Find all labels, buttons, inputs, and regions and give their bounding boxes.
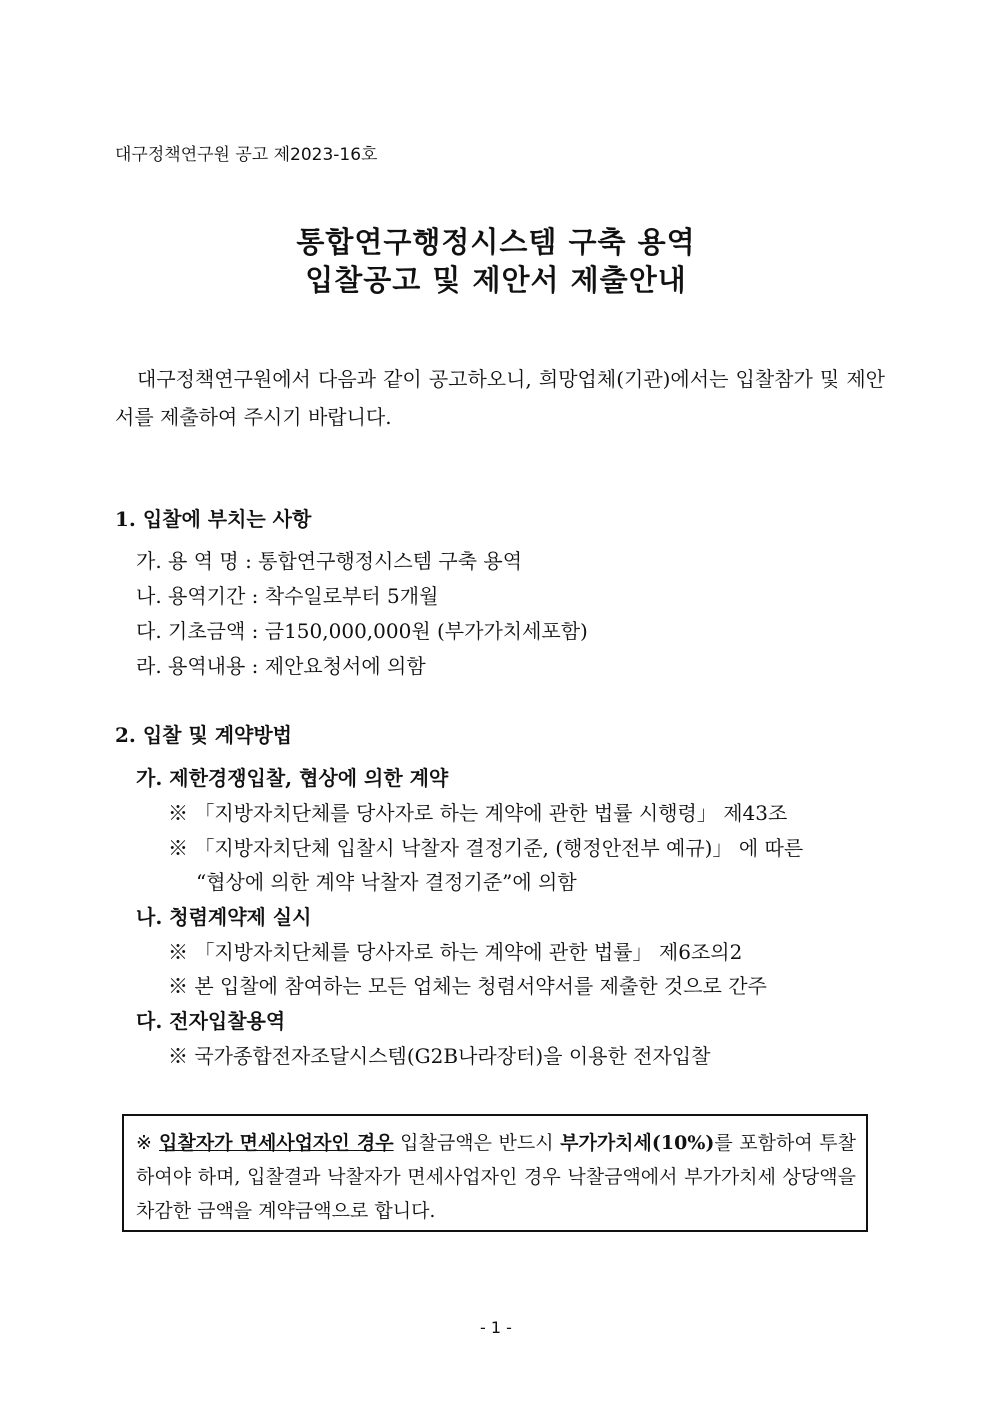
section1-heading: 1. 입찰에 부치는 사항 [115,507,312,531]
section1-item: 다. 기초금액 : 금150,000,000원 (부가가치세포함) [136,619,588,643]
tax-exempt-notice-text [136,1126,856,1228]
section2-b-note1: ※ 「지방자치단체를 당사자로 하는 계약에 관한 법률」 제6조의2 [168,940,743,964]
document-title-line2: 입찰공고 및 제안서 제출안내 [305,263,687,297]
section2-a-note2-cont: “협상에 의한 계약 낙찰자 결정기준”에 의함 [196,870,577,894]
section2-c-note1: ※ 국가종합전자조달시스템(G2B나라장터)을 이용한 전자입찰 [168,1044,711,1068]
section2-heading: 2. 입찰 및 계약방법 [115,723,293,747]
document-title-line1: 통합연구행정시스템 구축 용역 [296,225,696,259]
section2-b-note2: ※ 본 입찰에 참여하는 모든 업체는 청렴서약서를 제출한 것으로 간주 [168,974,767,998]
notice-number: 대구정책연구원 공고 제2023-16호 [115,145,378,165]
page-number: - 1 - [480,1318,512,1337]
intro-paragraph: 대구정책연구원에서 다음과 같이 공고하오니, 희망업체(기관)에서는 입찰참가 및 제안서를 제출하여 주시기 바랍니다. [115,367,885,429]
notice-underlined: 입찰자가 면세사업자인 경우 [159,1132,394,1154]
tax-exempt-notice-box [122,1114,868,1232]
section1-item: 라. 용역내용 : 제안요청서에 의함 [136,654,426,678]
section1-item: 나. 용역기간 : 착수일로부터 5개월 [136,584,439,608]
notice-prefix: ※ [136,1132,160,1154]
section2-a-note2: ※ 「지방자치단체 입찰시 낙찰자 결정기준, (행정안전부 예규)」 에 따른 [168,836,804,860]
notice-bold: 부가가치세(10%) [560,1132,715,1154]
notice-mid: 입찰금액은 반드시 [393,1132,561,1154]
section2-c-title: 다. 전자입찰용역 [136,1009,286,1033]
notice-rest: 를 포함하여 투찰하여야 하며, 입찰결과 낙찰자가 면세사업자인 경우 낙찰금액에서 부가가치세 상당액을 차감한 금액을 계약금액으로 합니다. [136,1132,856,1222]
section1-item: 가. 용 역 명 : 통합연구행정시스템 구축 용역 [136,549,523,573]
section2-a-title: 가. 제한경쟁입찰, 협상에 의한 계약 [136,766,449,790]
section2-a-note1: ※ 「지방자치단체를 당사자로 하는 계약에 관한 법률 시행령」 제43조 [168,801,788,825]
section2-b-title: 나. 청렴계약제 실시 [136,905,312,929]
